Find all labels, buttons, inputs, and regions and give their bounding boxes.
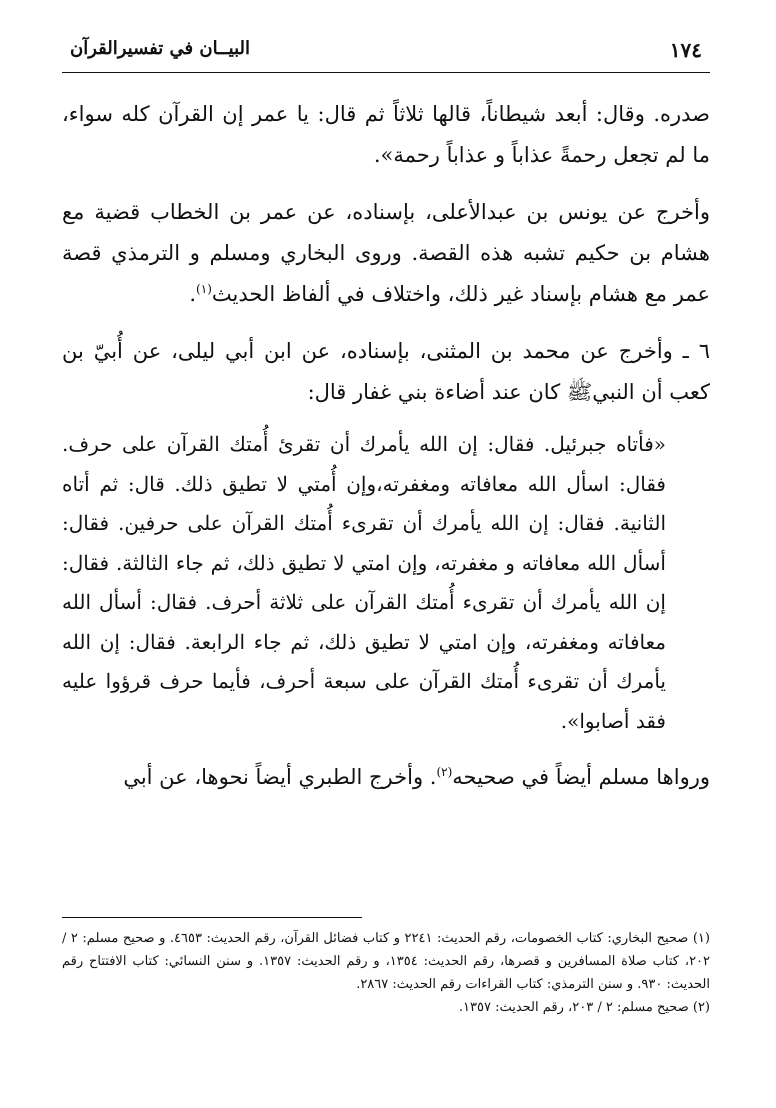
running-title: البيــان في تفسيرالقرآن — [70, 38, 251, 59]
page-header — [62, 32, 710, 73]
paragraph-text: ورواها مسلم أيضاً في صحيحه — [452, 765, 710, 789]
paragraph-yunus-narration — [62, 192, 710, 315]
footnotes — [62, 927, 710, 1019]
paragraph-muslim-narration — [62, 757, 710, 798]
footnote-1: (١) صحيح البخاري: كتاب الخصومات، رقم الحديث: ٢٢٤١ و كتاب فضائل القرآن، رقم الحديث: ٤٦٥٣. و صحيح مسلم: ٢ / ٢٠٢، كتاب صلاة المسافرين و قصرها، رقم الحديث: ١٣٥٤، و رقم الحديث: ١٣٥٧. و سنن النسائي: كتاب الافتتاح رقم الحديث: ٩٣٠. و سنن الترمذي: كتاب القراءات رقم الحديث: ٢٨٦٧. — [62, 931, 711, 992]
footnote-divider — [62, 917, 362, 918]
paragraph-end: . وأخرج الطبري أيضاً نحوها، عن أبي — [123, 765, 437, 789]
paragraph-hadith-6-intro: ٦ ـ وأخرج عن محمد بن المثنى، بإسناده، عن ابن أبي ليلى، عن أُبيّ بن كعب أن النبيﷺ كان عند أضاءة بني غفار قال: — [62, 339, 710, 404]
paragraph-text: وأخرج عن يونس بن عبدالأعلى، بإسناده، عن عمر بن الخطاب قضية مع هشام بن حكيم تشبه هذه القصة. وروى البخاري ومسلم و الترمذي قصة عمر مع هشام بإسناد غير ذلك، واختلاف في ألفاظ الحديث — [62, 200, 710, 306]
footnote-ref-1[interactable]: (١) — [196, 282, 212, 296]
paragraph-end: . — [189, 282, 197, 306]
paragraph-continuation: صدره. وقال: أبعد شيطاناً، قالها ثلاثاً ثم قال: يا عمر إن القرآن كله سواء، ما لم تجعل رحمةً عذاباً و عذاباً رحمة». — [62, 102, 710, 167]
page-body — [62, 94, 710, 798]
footnote-2: (٢) صحيح مسلم: ٢ / ٢٠٣، رقم الحديث: ١٣٥٧. — [458, 1000, 710, 1015]
page-number: ١٧٤ — [669, 38, 702, 62]
footnote-ref-2[interactable]: (٢) — [436, 765, 453, 779]
book-page — [62, 32, 710, 1082]
hadith-quote-block: «فأتاه جبرئيل. فقال: إن الله يأمرك أن تقرئ أُمتك القرآن على حرف. فقال: اسأل الله معافاته ومغفرته،وإن أُمتي لا تطيق ذلك. قال: ثم أتاه الثانية. فقال: إن الله يأمرك أن تقرىء أُمتك القرآن على حرفين. فقال: أسأل الله معافاته و مغفرته، وإن امتي لا تطيق ذلك، ثم جاء الثالثة. فقال: إن الله يأمرك أن تقرىء أُمتك القرآن على ثلاثة أحرف. فقال: أسأل الله معافاته ومغفرته، وإن امتي لا تطيق ذلك، ثم جاء الرابعة. فقال: إن الله يأمرك أن تقرىء أُمتك القرآن على سبعة أحرف، فأيما حرف قرؤوا عليه فقد أصابوا». — [62, 432, 666, 733]
